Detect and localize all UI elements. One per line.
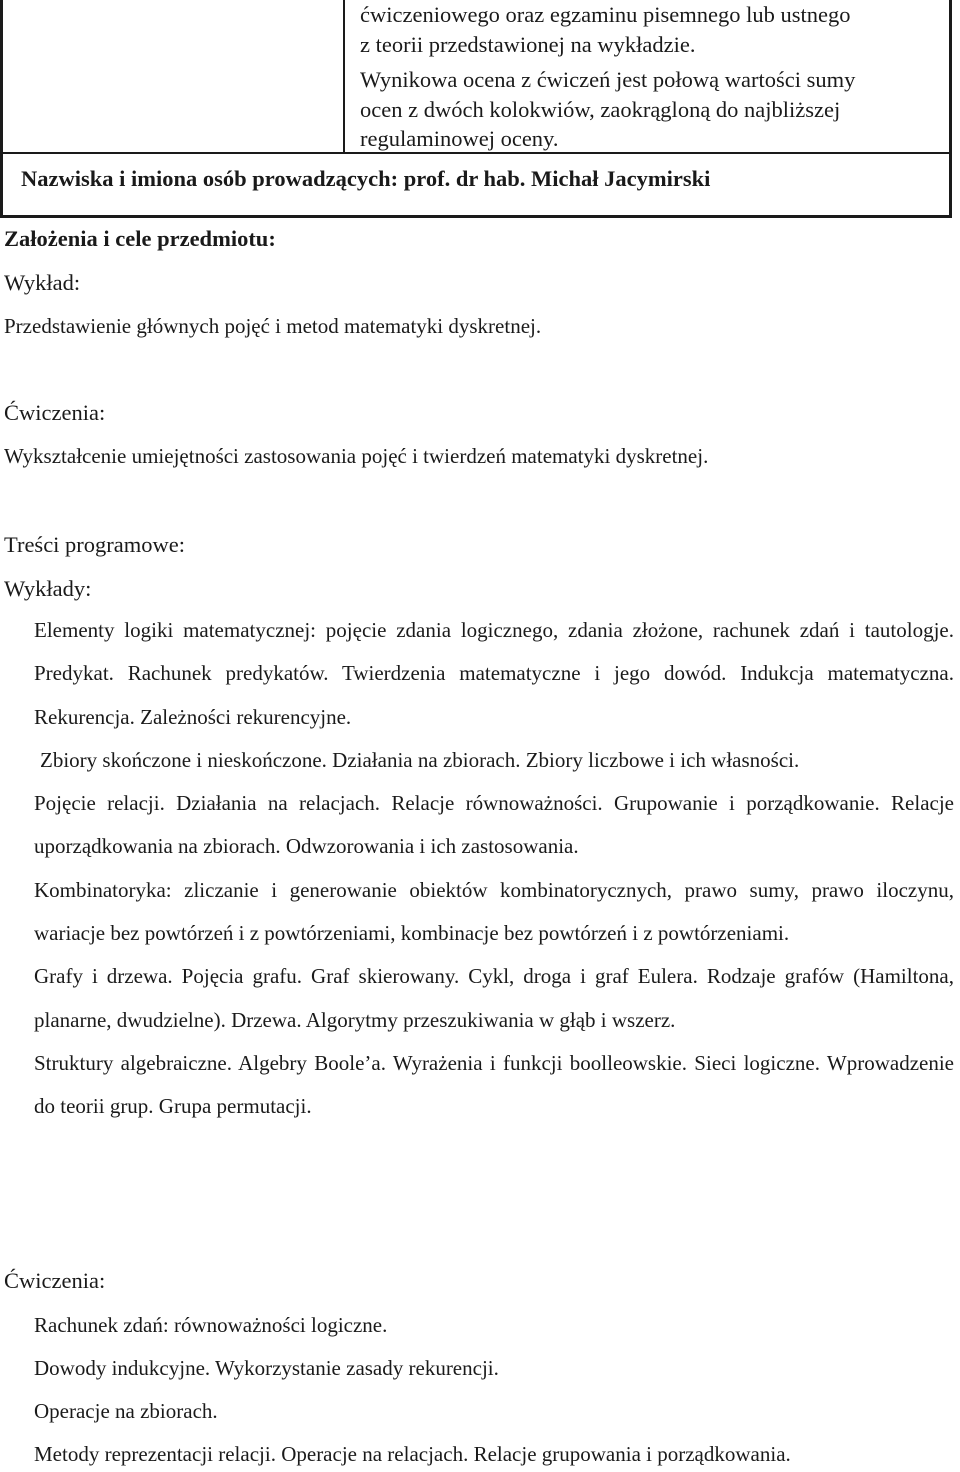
cell-line: regulaminowej oceny. [360, 126, 559, 151]
content-paragraph: Grafy i drzewa. Pojęcia grafu. Graf skierowany. Cykl, droga i graf Eulera. Rodzaje grafów (Hamiltona, planarne, dwudzielne). Drzewa. Algorytmy przeszukiwania w głąb i wszerz. [34, 964, 954, 1032]
cell-line: ocen z dwóch kolokwiów, zaokrągloną do najbliższej [360, 96, 841, 122]
exercises-label: Ćwiczenia: [4, 400, 106, 425]
exercise-item: Rachunek zdań: równoważności logiczne. [34, 1313, 388, 1337]
cell-line: z teorii przedstawionej na wykładzie. [360, 31, 696, 57]
lecture-label: Wykład: [4, 270, 81, 295]
exercise-item: Operacje na zbiorach. [34, 1399, 218, 1423]
content-paragraph: Zbiory skończone i nieskończone. Działania na zbiorach. Zbiory liczbowe i ich własności. [40, 747, 800, 772]
exercises-goal-text: Wykształcenie umiejętności zastosowania pojęć i twierdzeń matematyki dyskretnej. [4, 444, 709, 468]
lecture-content [34, 609, 954, 1129]
content-paragraph: Elementy logiki matematycznej: pojęcie zdania logicznego, zdania złożone, rachunek zdań i tautologje. Predykat. Rachunek predykatów. Twierdzenia matematyczne i jego dowód. Indukcja matematyczna. Rekurencja. Zależności rekurencyjne. [34, 618, 954, 729]
program-heading: Treści programowe: [4, 532, 186, 557]
exercises-content-label: Ćwiczenia: [4, 1268, 106, 1293]
cell-line: Wynikowa ocena z ćwiczeń jest połową wartości sumy [360, 67, 856, 92]
cell-line: ćwiczeniowego oraz egzaminu pisemnego lub ustnego [360, 2, 851, 27]
assessment-cell [360, 0, 950, 154]
info-table [0, 0, 952, 218]
content-paragraph: Struktury algebraiczne. Algebry Boole’a. Wyrażenia i funkcji boolleowskie. Sieci logiczne. Wprowadzenie do teorii grup. Grupa permutacji. [34, 1050, 954, 1119]
goals-heading: Założenia i cele przedmiotu: [4, 226, 276, 251]
exercise-item: Metody reprezentacji relacji. Operacje na relacjach. Relacje grupowania i porządkowania. [34, 1442, 791, 1466]
lectures-label: Wykłady: [4, 576, 92, 601]
table-divider-vertical [343, 0, 345, 152]
lecturers-row: Nazwiska i imiona osób prowadzących: prof. dr hab. Michał Jacymirski [21, 166, 711, 191]
exercise-item: Dowody indukcyjne. Wykorzystanie zasady rekurencji. [34, 1356, 499, 1380]
content-paragraph: Pojęcie relacji. Działania na relacjach. Relacje równoważności. Grupowanie i porządkowanie. Relacje uporządkowania na zbiorach. Odwzorowania i ich zastosowania. [34, 791, 954, 859]
content-paragraph: Kombinatoryka: zliczanie i generowanie obiektów kombinatorycznych, prawo sumy, prawo iloczynu, wariacje bez powtórzeń i z powtórzeniami, kombinacje bez powtórzeń i z powtórzeniami. [34, 877, 954, 946]
lecture-goal-text: Przedstawienie głównych pojęć i metod matematyki dyskretnej. [4, 314, 542, 338]
